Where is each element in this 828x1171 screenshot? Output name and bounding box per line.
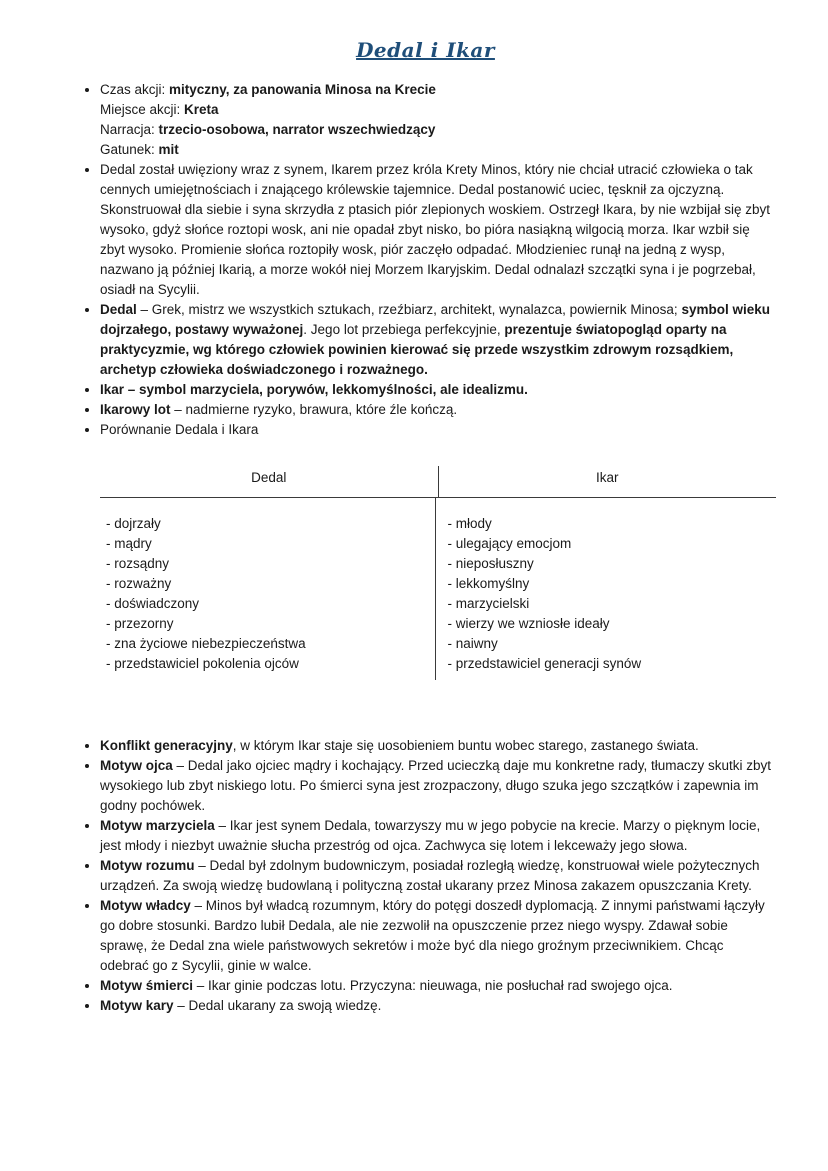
comparison-table <box>100 466 776 680</box>
bullet-line <box>100 420 776 440</box>
bullet-item <box>100 300 776 380</box>
text-segment: – Ikar ginie podczas lotu. Przyczyna: nieuwaga, nie posłuchał rad swojego ojca. <box>193 978 673 993</box>
table-header-ikar: Ikar <box>595 470 619 485</box>
bullet-item <box>100 896 776 976</box>
bullet-line <box>100 976 776 996</box>
table-row-cell: - mądry <box>106 536 152 551</box>
table-row-cell: - przedstawiciel generacji synów <box>447 656 642 671</box>
text-segment: – Dedal był zdolnym budowniczym, posiadał rozległą wiedzę, konstruował wiele pożytecznych urządzeń. Za swoją wiedzę budowlaną i polityczną został ukarany przez Minosa zakazem opuszczania Krety. <box>100 858 760 893</box>
text-segment: Motyw ojca <box>100 758 173 773</box>
table-row-cell: - rozsądny <box>106 556 170 571</box>
text-segment: Ikarowy lot <box>100 402 171 417</box>
text-segment: – Ikar jest synem Dedala, towarzyszy mu w jego pobycie na krecie. Marzy o pięknym locie, jest młody i niezbyt uważnie słucha przestróg od ojca. Zachwyca się lotem i lekceważy jego słowa. <box>100 818 761 853</box>
text-segment: . Jego lot przebiega perfekcyjnie, <box>303 322 505 337</box>
bullet-line <box>100 160 776 300</box>
table-row-cell: - wierzy we wzniosłe ideały <box>447 616 610 631</box>
bullet-line <box>100 400 776 420</box>
text-segment: – Dedal ukarany za swoją wiedzę. <box>173 998 382 1013</box>
text-segment: – Dedal jako ojciec mądry i kochający. Przed ucieczką daje mu konkretne rady, tłumaczy skutki zbyt wysokiego lub zbyt niskiego lotu. Po śmierci syna jest zrozpaczony, długo szuka jego szczątków i zapewnia im godny pochówek. <box>100 758 772 813</box>
text-segment: Kreta <box>184 102 219 117</box>
bullet-line <box>100 120 776 140</box>
text-segment: Narracja: <box>100 122 159 137</box>
page-title: Dedal i Ikar <box>356 38 495 62</box>
table-row-cell: - dojrzały <box>106 516 161 531</box>
text-segment: mit <box>158 142 179 157</box>
bullet-item <box>100 816 776 856</box>
text-segment: trzecio-osobowa, narrator wszechwiedzący <box>158 122 436 137</box>
text-segment: Gatunek: <box>100 142 159 157</box>
text-segment: mityczny, za panowania Minosa na Krecie <box>169 82 436 97</box>
table-header-dedal: Dedal <box>100 466 439 497</box>
text-segment: Dedal został uwięziony wraz z synem, Ikarem przez króla Krety Minos, który nie chciał utracić człowieka o tak cennych umiejętnościach i znającego królewskie tajemnice. Dedal postanowić uciec, tęsknił za ojczyzną. Skonstruował dla siebie i syna skrzydła z ptasich piór zlepionych woskiem. Ostrzegł Ikara, by nie wzbijał się zbyt wysoko, gdyż słońce roztopi wosk, ani nie opadał zbyt nisko, bo pióra nasiąkną wilgocią morza. Ikar wzbił się zbyt wysoko. Promienie słońca roztopiły wosk, piór zaczęło odpadać. Młodzieniec runął na jedną z wysp, nazwano ją później Ikarią, a morze wokół niej Morzem Ikaryjskim. Dedal odnalazł szczątki syna i je pogrzebał, osiadł na Sycylii. <box>100 162 771 297</box>
bullet-line <box>100 756 776 816</box>
bullet-line <box>100 736 776 756</box>
bullet-item <box>100 160 776 300</box>
bullet-item <box>100 736 776 756</box>
text-segment: Motyw śmierci <box>100 978 194 993</box>
text-segment: symbol wieku dojrzałego, postawy wyważonej <box>100 302 770 337</box>
bullet-line <box>100 380 776 400</box>
bullet-line <box>100 996 776 1016</box>
bullet-item <box>100 380 776 400</box>
text-segment: , w którym Ikar staje się uosobieniem buntu wobec starego, zastanego świata. <box>232 738 699 753</box>
table-column-ikar <box>436 498 777 680</box>
table-row-cell: - młody <box>447 516 492 531</box>
table-row-cell: - zna życiowe niebezpieczeństwa <box>106 636 306 651</box>
text-segment: Motyw władcy <box>100 898 191 913</box>
text-segment: Konflikt generacyjny <box>100 738 233 753</box>
bullet-item <box>100 996 776 1016</box>
text-segment: Ikar – symbol marzyciela, porywów, lekkomyślności, ale idealizmu. <box>100 382 528 397</box>
bullet-item <box>100 80 776 160</box>
text-segment: Dedal <box>100 302 137 317</box>
text-segment: Czas akcji: <box>100 82 170 97</box>
table-column-dedal <box>100 498 436 680</box>
table-row-cell: - przedstawiciel pokolenia ojców <box>106 656 299 671</box>
table-row-cell: - lekkomyślny <box>447 576 530 591</box>
table-row-cell: - rozważny <box>106 576 172 591</box>
bullet-item <box>100 976 776 996</box>
table-row-cell: - naiwny <box>447 636 498 651</box>
table-row-cell: - nieposłuszny <box>447 556 534 571</box>
bullet-line <box>100 80 776 100</box>
table-header-row <box>100 466 776 498</box>
bullet-line <box>100 100 776 120</box>
text-segment: prezentuje światopogląd oparty na praktycyzmie, wg którego człowiek powinien kierować się przede wszystkim zdrowym rozsądkiem, archetyp człowieka doświadczonego i rozważnego. <box>100 322 734 377</box>
bullet-item <box>100 400 776 420</box>
text-segment: Miejsce akcji: <box>100 102 185 117</box>
bullet-line <box>100 816 776 856</box>
text-segment: Motyw marzyciela <box>100 818 215 833</box>
table-row-cell: - doświadczony <box>106 596 200 611</box>
bullet-item <box>100 756 776 816</box>
bullet-line <box>100 140 776 160</box>
table-row-cell: - przezorny <box>106 616 174 631</box>
text-segment: Motyw kary <box>100 998 174 1013</box>
text-segment: – Grek, mistrz we wszystkich sztukach, rzeźbiarz, architekt, wynalazca, powiernik Minosa; <box>136 302 682 317</box>
bullet-item <box>100 420 776 440</box>
notes-list-bottom <box>75 736 776 1016</box>
bullet-line <box>100 300 776 380</box>
table-row-cell: - marzycielski <box>447 596 530 611</box>
text-segment: – nadmierne ryzyko, brawura, które źle kończą. <box>170 402 458 417</box>
text-segment: Porównanie Dedala i Ikara <box>100 422 259 437</box>
bullet-line <box>100 896 776 976</box>
bullet-item <box>100 856 776 896</box>
text-segment: Motyw rozumu <box>100 858 195 873</box>
notes-list-top <box>75 80 776 440</box>
table-body <box>100 498 776 680</box>
bullet-line <box>100 856 776 896</box>
text-segment: – Minos był władcą rozumnym, który do potęgi doszedł dyplomacją. Z innymi państwami łączyły go dobre stosunki. Bardzo lubił Dedala, ale nie zezwolił na opuszczenie przez niego wyspy. Zdawał sobie sprawę, że Dedal zna wiele państwowych sekretów i może być dla niego groźnym przeciwnikiem. Chcąc odebrać go z Sycylii, ginie w walce. <box>100 898 765 973</box>
table-row-cell: - ulegający emocjom <box>447 536 572 551</box>
